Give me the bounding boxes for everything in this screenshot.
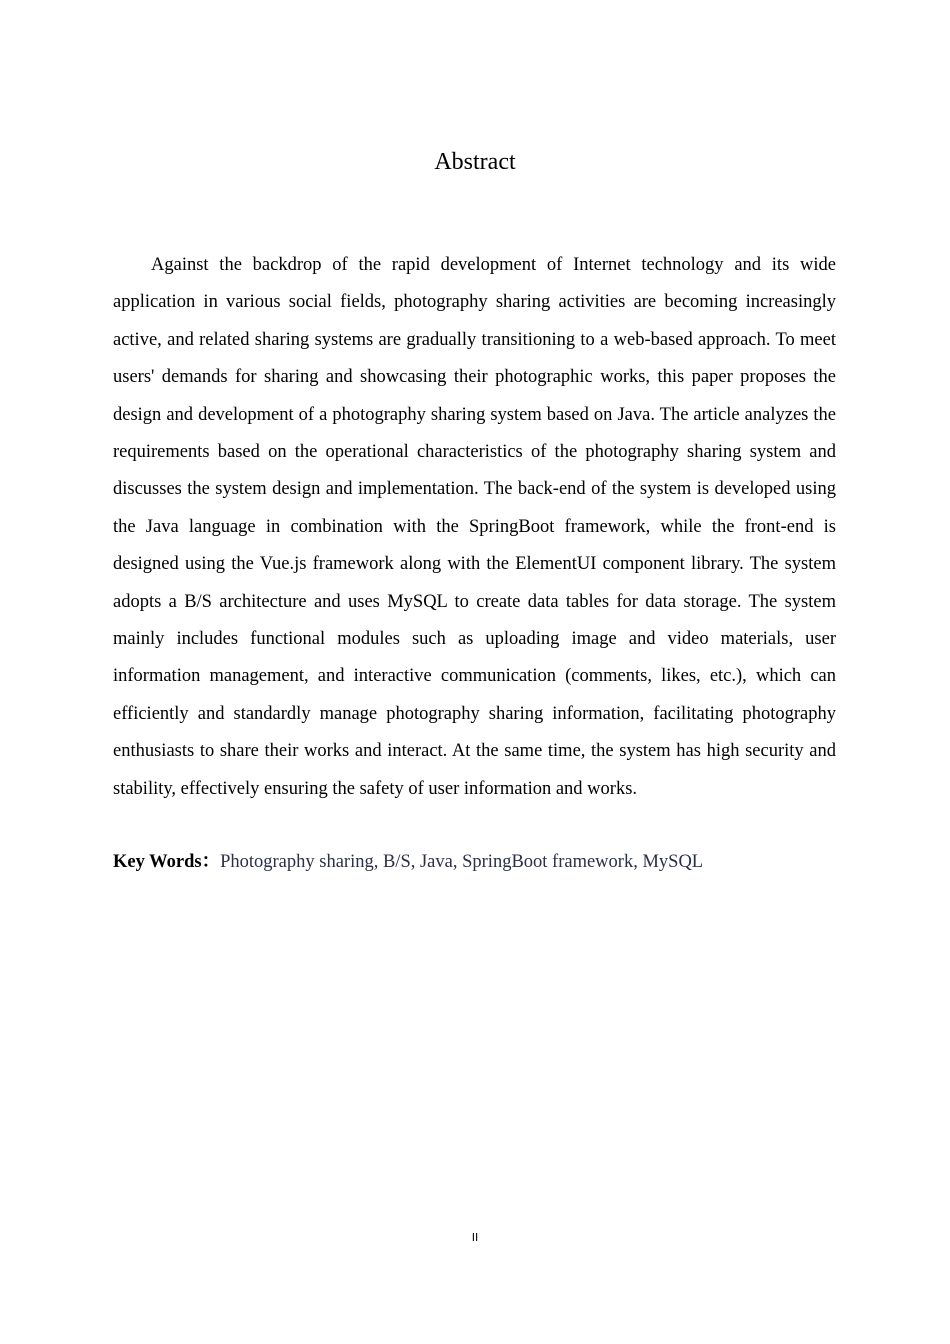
keywords-label: Key Words：	[113, 852, 221, 872]
keywords-values: Photography sharing, B/S, Java, SpringBoot framework, MySQL	[220, 852, 704, 872]
keywords-line	[113, 848, 836, 876]
abstract-body: Against the backdrop of the rapid development of Internet technology and its wide application in various social fields, photography sharing activities are becoming increasingly active, and related sharing systems are gradually transitioning to a web-based approach. To meet users' demands for sharing and showcasing their photographic works, this paper proposes the design and development of a photography sharing system based on Java. The article analyzes the requirements based on the operational characteristics of the photography sharing system and discusses the system design and implementation. The back-end of the system is developed using the Java language in combination with the SpringBoot framework, while the front-end is designed using the Vue.js framework along with the ElementUI component library. The system adopts a B/S architecture and uses MySQL to create data tables for data storage. The system mainly includes functional modules such as uploading image and video materials, user information management, and interactive communication (comments, likes, etc.), which can efficiently and standardly manage photography sharing information, facilitating photography enthusiasts to share their works and interact. At the same time, the system has high security and stability, effectively ensuring the safety of user information and works.	[113, 255, 836, 799]
page-number: II	[471, 1231, 479, 1244]
abstract-title: Abstract	[434, 149, 516, 175]
